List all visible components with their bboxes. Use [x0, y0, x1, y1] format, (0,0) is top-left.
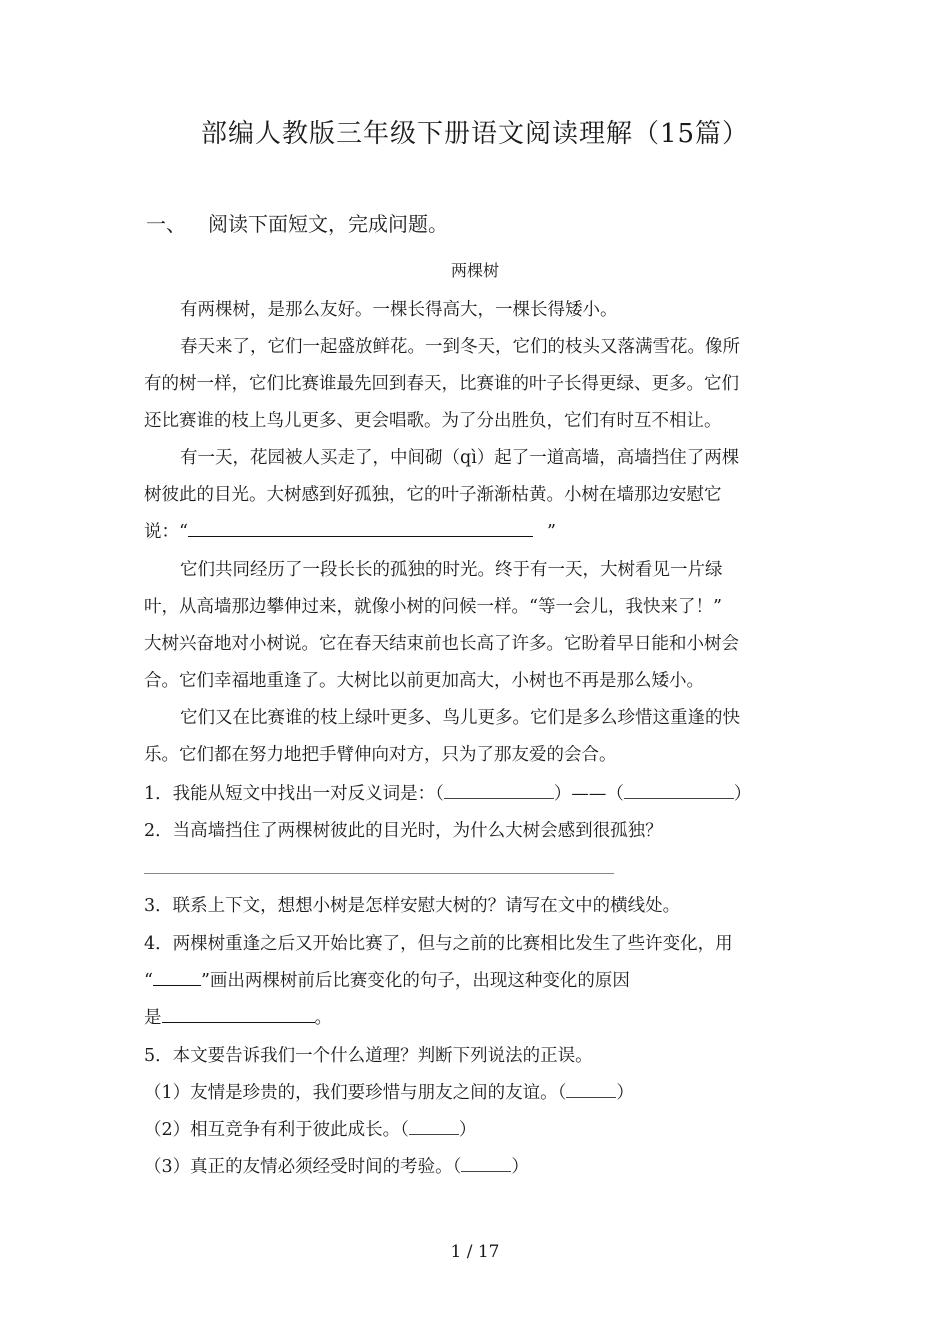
answer-blank[interactable] [624, 784, 734, 799]
section-instruction: 阅读下面短文，完成问题。 [208, 212, 448, 236]
passage-line: 有两棵树，是那么友好。一棵长得高大，一棵长得矮小。 [180, 300, 618, 320]
answer-blank[interactable] [444, 784, 554, 799]
answer-blank[interactable] [566, 1083, 616, 1098]
underline-sample [153, 971, 201, 986]
answer-blank[interactable] [188, 522, 533, 537]
answer-blank[interactable] [461, 1157, 511, 1172]
passage-line-text: 说：“ [144, 522, 188, 542]
passage-line: 有一天，花园被人买走了，中间砌（qì）起了一道高墙，高墙挡住了两棵 [180, 448, 740, 468]
passage-line: 乐。它们都在努力地把手臂伸向对方，只为了那友爱的会合。 [144, 745, 617, 765]
passage-line: 叶，从高墙那边攀伸过来，就像小树的问候一样。“等一会儿，我快来了！” [144, 597, 722, 617]
passage-line: 大树兴奋地对小树说。它在春天结束前也长高了许多。它盼着早日能和小树会 [144, 634, 739, 654]
passage-title: 两棵树 [450, 261, 499, 280]
question-3: 3．联系上下文，想想小树是怎样安慰大树的？请写在文中的横线处。 [144, 896, 681, 916]
passage-line-with-blank [144, 518, 556, 543]
answer-blank[interactable] [162, 1008, 315, 1023]
passage-line: 还比赛谁的枝上鸟儿更多、更会唱歌。为了分出胜负，它们有时互不相让。 [144, 411, 722, 431]
answer-line[interactable] [144, 873, 614, 874]
question-5-item: （1）友情是珍贵的，我们要珍惜与朋友之间的友谊。（ ） [144, 1083, 634, 1103]
closing-quote: ” [546, 522, 556, 542]
question-2: 2．当高墙挡住了两棵树彼此的目光时，为什么大树会感到很孤独？ [144, 821, 663, 841]
question-4-cont: “ ”画出两棵树前后比赛变化的句子，出现这种变化的原因 [144, 971, 630, 991]
section-heading [146, 208, 448, 237]
section-number: 一、 [146, 212, 186, 236]
page-number: 1 / 17 [450, 1242, 500, 1262]
passage-line: 春天来了，它们一起盛放鲜花。一到冬天，它们的枝头又落满雪花。像所 [180, 337, 740, 357]
question-5: 5．本文要告诉我们一个什么道理？判断下列说法的正误。 [144, 1046, 593, 1066]
passage-line: 树彼此的目光。大树感到好孤独，它的叶子渐渐枯黄。小树在墙那边安慰它 [144, 485, 722, 505]
passage-line: 它们又在比赛谁的枝上绿叶更多、鸟儿更多。它们是多么珍惜这重逢的快 [180, 708, 740, 728]
document-title: 部编人教版三年级下册语文阅读理解（15篇） [200, 119, 750, 149]
passage-line: 有的树一样，它们比赛谁最先回到春天，比赛谁的叶子长得更绿、更多。它们 [144, 374, 739, 394]
passage-line: 合。它们幸福地重逢了。大树比以前更加高大，小树也不再是那么矮小。 [144, 671, 704, 691]
passage-line: 它们共同经历了一段长长的孤独的时光。终于有一天，大树看见一片绿 [180, 560, 723, 580]
question-1: 1．我能从短文中找出一对反义词是：（ ）——（ ） [144, 784, 752, 804]
question-4: 4．两棵树重逢之后又开始比赛了，但与之前的比赛相比发生了些许变化，用 [144, 934, 733, 954]
question-5-item: （3）真正的友情必须经受时间的考验。（ ） [144, 1157, 529, 1177]
answer-blank[interactable] [409, 1120, 459, 1135]
question-4-answer: 是 。 [144, 1008, 332, 1028]
question-5-item: （2）相互竞争有利于彼此成长。（ ） [144, 1120, 477, 1140]
